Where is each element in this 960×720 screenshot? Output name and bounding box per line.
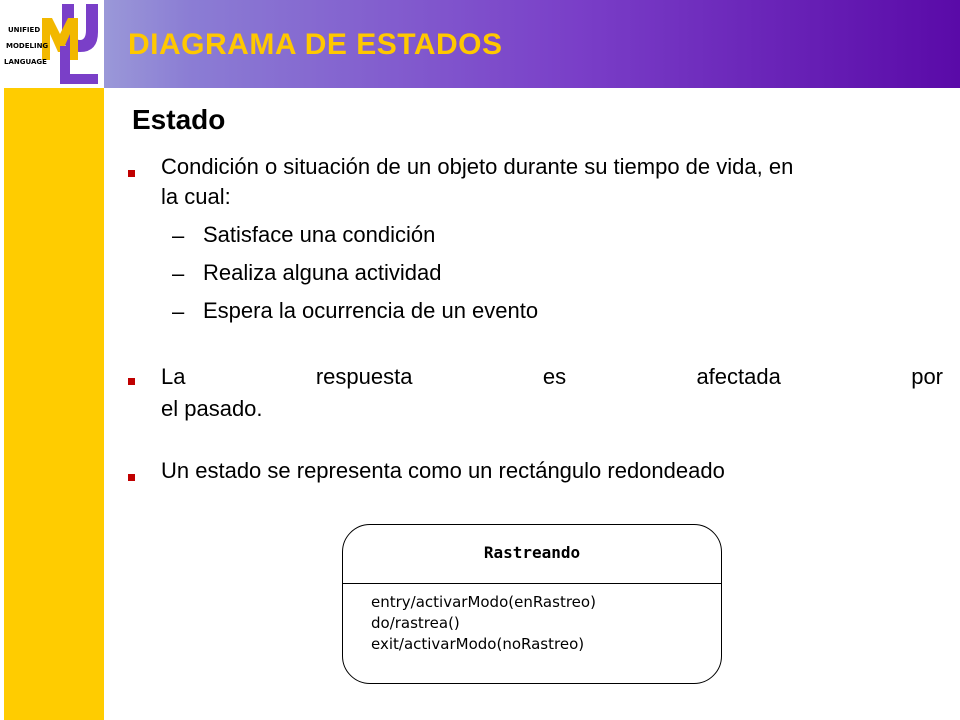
- subitem-dash-2: –: [172, 261, 185, 286]
- bullet-1-line-2: la cual:: [161, 184, 231, 209]
- state-action-exit: exit/activarModo(noRastreo): [371, 635, 585, 653]
- subitem-1: Satisface una condición: [203, 222, 436, 247]
- page-title: DIAGRAMA DE ESTADOS: [128, 28, 503, 61]
- subitem-dash-3: –: [172, 299, 185, 324]
- bullet-2-word: por: [911, 364, 943, 389]
- subitem-2: Realiza alguna actividad: [203, 260, 442, 285]
- bullet-2-word: respuesta: [315, 364, 413, 389]
- sidebar-stripe: [4, 88, 104, 720]
- bullet-2-line-1: [161, 364, 943, 390]
- state-box: [342, 524, 722, 684]
- bullet-3-text: Un estado se representa como un rectángulo redondeado: [161, 458, 725, 483]
- subitem-3: Espera la ocurrencia de un evento: [203, 298, 539, 323]
- subitem-dash-1: –: [172, 223, 185, 248]
- bullet-2-word: La: [161, 364, 186, 389]
- bullet-2-line-2: el pasado.: [161, 396, 263, 421]
- section-heading: Estado: [132, 104, 226, 135]
- state-action-entry: entry/activarModo(enRastreo): [371, 593, 596, 611]
- bullet-2-word: es: [542, 364, 567, 389]
- logo-line-3: LANGUAGE: [4, 58, 47, 66]
- state-divider: [343, 583, 721, 584]
- bullet-1-line-1: Condición o situación de un objeto durante su tiempo de vida, en: [161, 154, 794, 179]
- bullet-marker-2: [128, 378, 135, 385]
- logo-line-1: UNIFIED: [8, 26, 41, 34]
- logo-line-2: MODELING: [6, 42, 49, 50]
- bullet-marker-1: [128, 170, 135, 177]
- uml-logo: [0, 0, 104, 88]
- bullet-marker-3: [128, 474, 135, 481]
- state-name: Rastreando: [483, 543, 581, 562]
- state-action-do: do/rastrea(): [371, 614, 460, 632]
- bullet-2-word: afectada: [696, 364, 781, 389]
